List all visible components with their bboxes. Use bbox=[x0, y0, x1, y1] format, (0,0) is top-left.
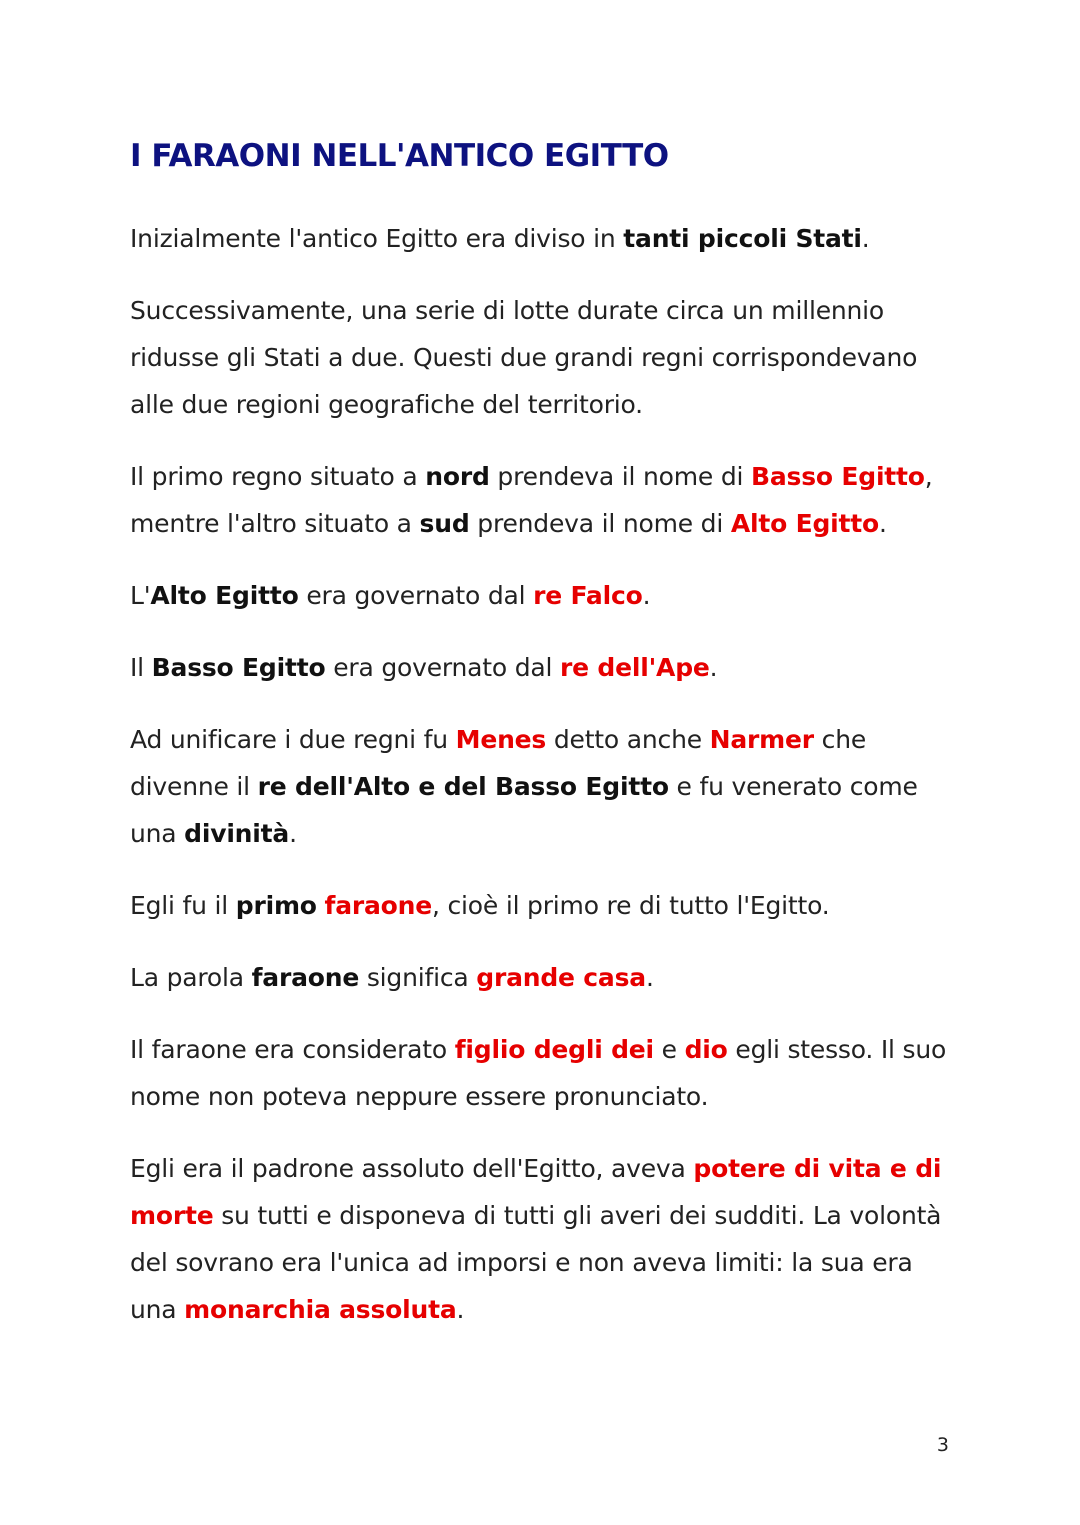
text-run: , mentre l'altro situato a bbox=[130, 462, 933, 538]
bold-term: primo bbox=[235, 891, 317, 920]
text-run: Il bbox=[130, 653, 152, 682]
text-run: L' bbox=[130, 581, 151, 610]
bold-term: tanti piccoli Stati bbox=[623, 224, 862, 253]
bold-term: Alto Egitto bbox=[150, 581, 299, 610]
text-run: . bbox=[861, 224, 870, 253]
bold-term: Basso Egitto bbox=[151, 653, 326, 682]
paragraph bbox=[130, 882, 965, 929]
highlighted-term: Alto Egitto bbox=[730, 509, 880, 538]
highlighted-term: figlio degli dei bbox=[454, 1035, 654, 1064]
highlighted-term: grande casa bbox=[476, 963, 646, 992]
text-run: Ad unificare i due regni fu bbox=[130, 725, 456, 754]
bold-term: sud bbox=[419, 509, 470, 538]
paragraph bbox=[130, 215, 965, 262]
text-run: detto anche bbox=[546, 725, 710, 754]
text-run: prendeva il nome di bbox=[469, 509, 731, 538]
text-run: che divenne il bbox=[130, 725, 867, 801]
text-run: . bbox=[645, 963, 654, 992]
paragraph bbox=[130, 954, 965, 1001]
highlighted-term: Menes bbox=[455, 725, 547, 754]
text-run: era governato dal bbox=[325, 653, 561, 682]
text-run bbox=[317, 891, 325, 920]
highlighted-term: potere di vita e di morte bbox=[130, 1154, 942, 1230]
highlighted-term: Basso Egitto bbox=[751, 462, 925, 491]
paragraph bbox=[130, 644, 965, 691]
text-run: Il faraone era considerato bbox=[130, 1035, 455, 1064]
highlighted-term: dio bbox=[684, 1035, 728, 1064]
paragraph bbox=[130, 572, 965, 619]
paragraph bbox=[130, 1026, 965, 1120]
text-run: Egli fu il bbox=[130, 891, 236, 920]
text-run: Il primo regno situato a bbox=[130, 462, 426, 491]
text-run: . bbox=[456, 1295, 465, 1324]
text-run: . bbox=[879, 509, 887, 538]
page-number: 3 bbox=[936, 1434, 949, 1456]
body-text bbox=[130, 215, 965, 1358]
text-run: . bbox=[642, 581, 651, 610]
bold-term: faraone bbox=[251, 963, 360, 992]
text-run: Inizialmente l'antico Egitto era diviso in bbox=[130, 224, 624, 253]
bold-term: divinità bbox=[184, 819, 290, 848]
text-run: Egli era il padrone assoluto dell'Egitto, aveva bbox=[130, 1154, 694, 1183]
paragraph bbox=[130, 287, 965, 428]
text-run: prendeva il nome di bbox=[489, 462, 751, 491]
text-run: . bbox=[709, 653, 718, 682]
text-run: e bbox=[653, 1035, 685, 1064]
text-run: . bbox=[289, 819, 297, 848]
highlighted-term: Narmer bbox=[709, 725, 814, 754]
paragraph bbox=[130, 453, 965, 547]
highlighted-term: re dell'Ape bbox=[560, 653, 710, 682]
text-run: significa bbox=[359, 963, 477, 992]
bold-term: nord bbox=[425, 462, 490, 491]
text-run: e fu venerato come una bbox=[130, 772, 918, 848]
text-run: era governato dal bbox=[298, 581, 534, 610]
text-run: Successivamente, una serie di lotte durate circa un millennio ridusse gli Stati a due. Questi due grandi regni corrispondevano alle due regioni geografiche del territorio. bbox=[130, 296, 918, 419]
highlighted-term: faraone bbox=[324, 891, 433, 920]
text-run: , cioè il primo re di tutto l'Egitto. bbox=[432, 891, 830, 920]
paragraph bbox=[130, 1145, 965, 1333]
text-run: egli stesso. Il suo nome non poteva neppure essere pronunciato. bbox=[130, 1035, 947, 1111]
bold-term: re dell'Alto e del Basso Egitto bbox=[257, 772, 669, 801]
highlighted-term: re Falco bbox=[533, 581, 643, 610]
text-run: La parola bbox=[130, 963, 252, 992]
paragraph bbox=[130, 716, 965, 857]
text-run: su tutti e disponeva di tutti gli averi dei sudditi. La volontà del sovrano era l'unica ad imporsi e non aveva limiti: la sua era una bbox=[130, 1201, 942, 1324]
page-title: I FARAONI NELL'ANTICO EGITTO bbox=[130, 138, 669, 174]
highlighted-term: monarchia assoluta bbox=[184, 1295, 457, 1324]
